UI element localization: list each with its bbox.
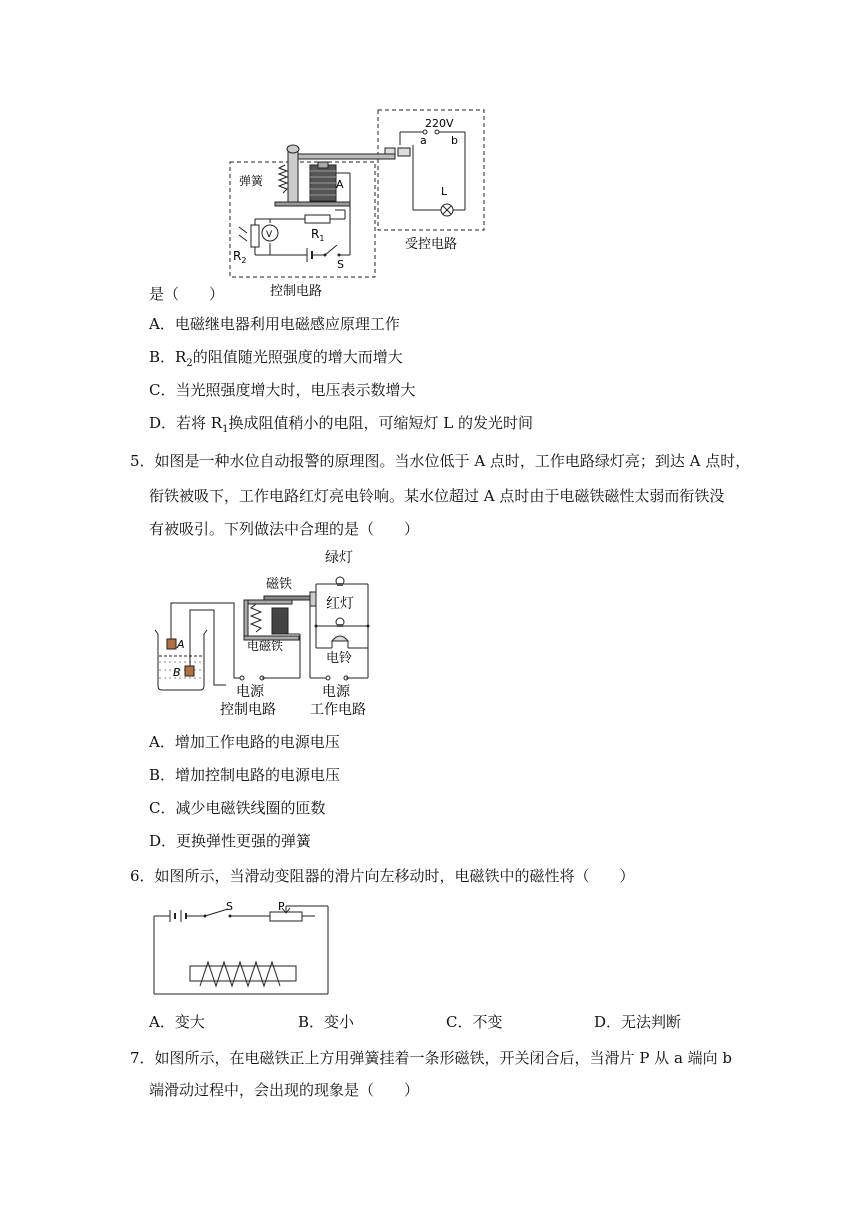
probe-a	[167, 639, 176, 649]
bell	[332, 636, 348, 641]
q5-option-b: B．增加控制电路的电源电压	[149, 766, 341, 784]
label-electromagnet: 电磁铁	[247, 639, 284, 653]
label-green-lamp: 绿灯	[325, 550, 353, 566]
label-work-circuit: 工作电路	[310, 702, 366, 718]
resistor-r1	[305, 215, 330, 223]
label-p: P	[278, 900, 285, 913]
q5-stem-line1: 5．如图是一种水位自动报警的原理图。当水位低于 A 点时，工作电路绿灯亮；到达 A 点时，	[130, 452, 751, 470]
q4-option-a: A．电磁继电器利用电磁感应原理工作	[149, 315, 400, 333]
label-spring: 弹簧	[239, 174, 264, 188]
q5-option-a: A．增加工作电路的电源电压	[149, 733, 340, 751]
q6-option-a: A．变大	[149, 1013, 205, 1031]
label-A: A	[336, 178, 344, 191]
q4-option-c: C．当光照强度增大时，电压表示数增大	[149, 381, 416, 399]
label-s: S	[226, 900, 233, 913]
label-R1: $R_1$	[311, 227, 325, 243]
q5-armature	[264, 596, 312, 600]
q4-relay-circuit-figure	[225, 105, 490, 305]
label-b: b	[451, 134, 458, 147]
label-bell: 电铃	[326, 651, 353, 666]
label-magnet: 磁铁	[266, 577, 293, 592]
label-V: V	[266, 230, 273, 240]
q5-option-d: D．更换弹性更强的弹簧	[149, 832, 312, 850]
q6-option-c: C．不变	[446, 1013, 503, 1031]
q7-stem-line2: 端滑动过程中，会出现的现象是（ ）	[149, 1081, 420, 1099]
probe-b	[185, 666, 194, 676]
q5-spring	[251, 604, 261, 632]
label-red-lamp: 红灯	[326, 596, 354, 612]
q5-option-c: C．减少电磁铁线圈的匝数	[149, 799, 326, 817]
armature	[290, 154, 395, 159]
resistor-r2	[251, 225, 259, 247]
label-220v: 220V	[425, 117, 454, 130]
spring	[279, 165, 287, 193]
q7-stem-line1: 7．如图所示，在电磁铁正上方用弹簧挂着一条形磁铁，开关闭合后，当滑片 P 从 a 端向 b	[130, 1049, 733, 1067]
q6-option-d: D．无法判断	[594, 1013, 682, 1031]
label-probe-a: A	[177, 638, 185, 651]
q5-stem-line3: 有被吸引。下列做法中合理的是（ ）	[149, 520, 420, 538]
label-S: S	[337, 258, 344, 271]
q5-coil	[272, 608, 288, 634]
q6-option-b: B．变小	[298, 1013, 355, 1031]
q6-electromagnet-circuit-figure	[150, 900, 335, 1000]
q4-stem-tail: 是（ ）	[149, 285, 225, 303]
label-R2: $R_2$	[233, 249, 247, 265]
q5-water-alarm-figure	[150, 548, 390, 720]
label-probe-b: B	[173, 666, 181, 679]
label-control-circuit: 控制电路	[220, 702, 276, 718]
q4-option-b: B．$R_2$的阻值随光照强度的增大而增大	[149, 348, 403, 369]
label-control-circuit: 控制电路	[270, 284, 323, 299]
q5-stem-line2: 衔铁被吸下，工作电路红灯亮电铃响。某水位超过 A 点时由于电磁铁磁性太弱而衔铁没	[149, 487, 725, 505]
label-controlled-circuit: 受控电路	[405, 237, 458, 252]
label-power-1: 电源	[236, 684, 264, 700]
label-L: L	[441, 185, 448, 198]
label-a: a	[420, 134, 427, 147]
switch-s	[205, 909, 228, 916]
label-power-2: 电源	[322, 684, 350, 700]
q4-option-d: D．若将 $R_1$换成阻值稍小的电阻，可缩短灯 L 的发光时间	[149, 414, 533, 435]
q6-stem: 6．如图所示，当滑动变阻器的滑片向左移动时，电磁铁中的磁性将（ ）	[130, 867, 635, 885]
